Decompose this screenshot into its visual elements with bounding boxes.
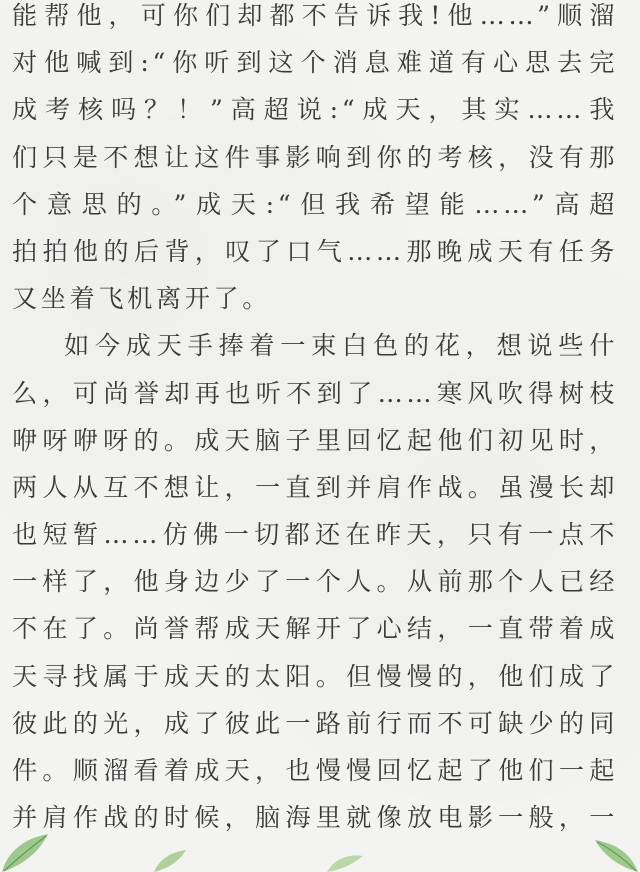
article-body [12, 0, 618, 841]
text-line-1: 能帮他，可你们却都不告诉我!他……”顺溜 [12, 1, 618, 30]
text-line-10: 咿呀咿呀的。成天脑子里回忆起他们初见时， [12, 425, 618, 455]
leaf-decoration-center-icon [325, 852, 365, 872]
text-line-6: 拍拍他的后背，叹了口气……那晚成天有任务 [12, 236, 618, 266]
text-line-3: 成考核吗？！”高超说:“成天，其实……我 [12, 95, 618, 125]
text-line-13: 一样了，他身边少了一个人。从前那个人已经 [12, 567, 618, 597]
text-line-8: 如今成天手捧着一束白色的花，想说些什 [64, 331, 618, 361]
text-line-2: 对他喊到:“你听到这个消息难道有心思去完 [12, 48, 618, 78]
text-line-17: 件。顺溜看着成天，也慢慢回忆起了他们一起 [12, 756, 618, 785]
text-line-16: 彼此的光，成了彼此一路前行而不可缺少的同 [12, 708, 618, 738]
text-line-4: 们只是不想让这件事影响到你的考核，没有那 [12, 142, 618, 172]
text-line-14: 不在了。尚誉帮成天解开了心结，一直带着成 [12, 614, 618, 644]
text-line-7: 又坐着飞机离开了。 [12, 284, 272, 314]
text-line-15: 天寻找属于成天的太阳。但慢慢的，他们成了 [12, 661, 618, 691]
leaf-decoration-left-icon [0, 832, 60, 872]
leaf-decoration-center-left-icon [150, 848, 190, 872]
text-line-9: 么，可尚誉却再也听不到了……寒风吹得树枝 [12, 378, 618, 408]
text-line-5: 个意思的。”成天:“但我希望能……”高超 [12, 189, 618, 219]
text-line-11: 两人从互不想让，一直到并肩作战。虽漫长却 [12, 472, 618, 502]
text-line-18: 并肩作战的时候，脑海里就像放电影一般，一 [12, 803, 618, 833]
text-line-12: 也短暂……仿佛一切都还在昨天，只有一点不 [12, 520, 618, 550]
leaf-decoration-right-icon [585, 838, 640, 872]
